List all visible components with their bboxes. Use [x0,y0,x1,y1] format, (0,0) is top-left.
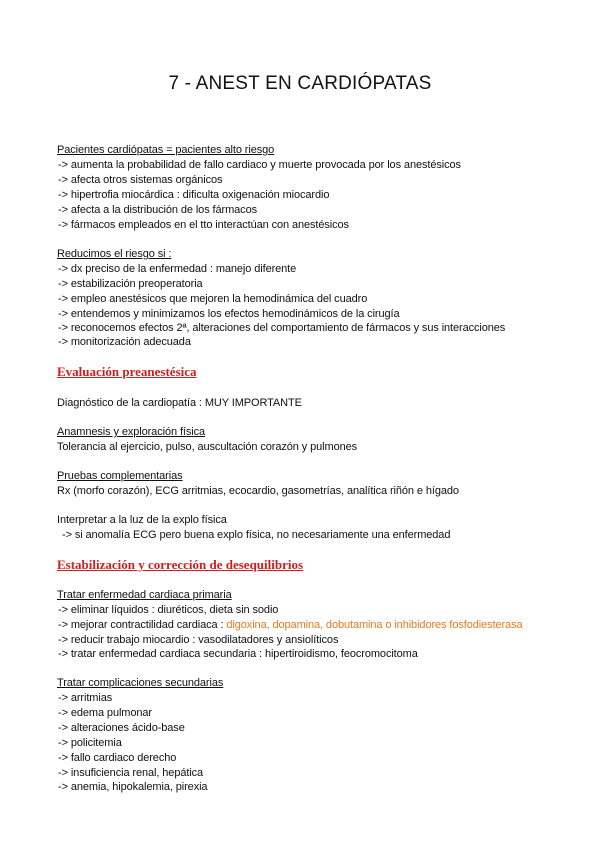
page-title: 7 - ANEST EN CARDIÓPATAS [168,73,432,94]
tratar1-item: -> reducir trabajo miocardio : vasodilatadores y ansiolíticos [58,634,339,646]
block2-item: -> estabilización preoperatoria [58,278,203,290]
block2-heading: Reducimos el riesgo si : [57,248,172,260]
pruebas-text: Rx (morfo corazón), ECG arritmias, ecocardio, gasometrías, analítica riñón e hígado [57,485,459,497]
tratar2-heading: Tratar complicaciones secundarias [57,677,224,689]
block1-item: -> afecta otros sistemas orgánicos [58,174,223,186]
tratar2-item: -> arritmias [58,692,113,704]
tratar1-item [58,618,523,632]
tratar1-item-highlight: digoxina, dopamina, dobutamina o inhibidores fosfodiesterasa [226,619,523,631]
block2-item: -> dx preciso de la enfermedad : manejo diferente [58,263,297,275]
block2-item: -> reconocemos efectos 2ª, alteraciones del comportamiento de fármacos y sus interacciones [58,322,506,334]
tratar1-item-prefix: -> mejorar contractilidad cardiaca : [58,619,227,631]
tratar1-heading: Tratar enfermedad cardiaca primaria [57,589,232,601]
block1-item: -> aumenta la probabilidad de fallo cardiaco y muerte provocada por los anestésicos [58,159,461,171]
tratar2-item: -> policitemia [58,737,122,749]
tratar2-item: -> alteraciones ácido-base [58,722,185,734]
block1-item: -> hipertrofia miocárdica : dificulta oxigenación miocardio [58,189,330,201]
block2-item: -> monitorización adecuada [58,336,191,348]
tratar2-item: -> fallo cardiaco derecho [58,752,177,764]
block1-item: -> afecta a la distribución de los fármacos [58,204,257,216]
anamnesis-text: Tolerancia al ejercicio, pulso, auscultación corazón y pulmones [57,441,358,453]
block1-item: -> fármacos empleados en el tto interactúan con anestésicos [58,219,349,231]
section-heading-evaluacion: Evaluación preanestésica [57,364,197,379]
tratar2-item: -> anemia, hipokalemia, pirexia [58,781,208,793]
pruebas-heading: Pruebas complementarias [57,470,183,482]
block2-item: -> entendemos y minimizamos los efectos hemodinámicos de la cirugía [58,308,400,320]
interpretar-text: Interpretar a la luz de la explo física [57,514,227,526]
diagnostico-text: Diagnóstico de la cardiopatía : MUY IMPORTANTE [57,397,302,409]
anamnesis-heading: Anamnesis y exploración física [57,426,206,438]
interpretar-item: -> si anomalía ECG pero buena explo física, no necesariamente una enfermedad [62,529,451,541]
tratar2-item: -> insuficiencia renal, hepática [58,767,204,779]
tratar2-item: -> edema pulmonar [58,707,152,719]
tratar1-item: -> eliminar líquidos : diuréticos, dieta sin sodio [58,604,279,616]
block1-heading: Pacientes cardiópatas = pacientes alto riesgo [57,144,275,156]
section-heading-estabilizacion: Estabilización y corrección de desequilibrios [57,557,304,572]
tratar1-item: -> tratar enfermedad cardiaca secundaria : hipertiroidismo, feocromocitoma [58,648,418,660]
block2-item: -> empleo anestésicos que mejoren la hemodinámica del cuadro [58,293,368,305]
